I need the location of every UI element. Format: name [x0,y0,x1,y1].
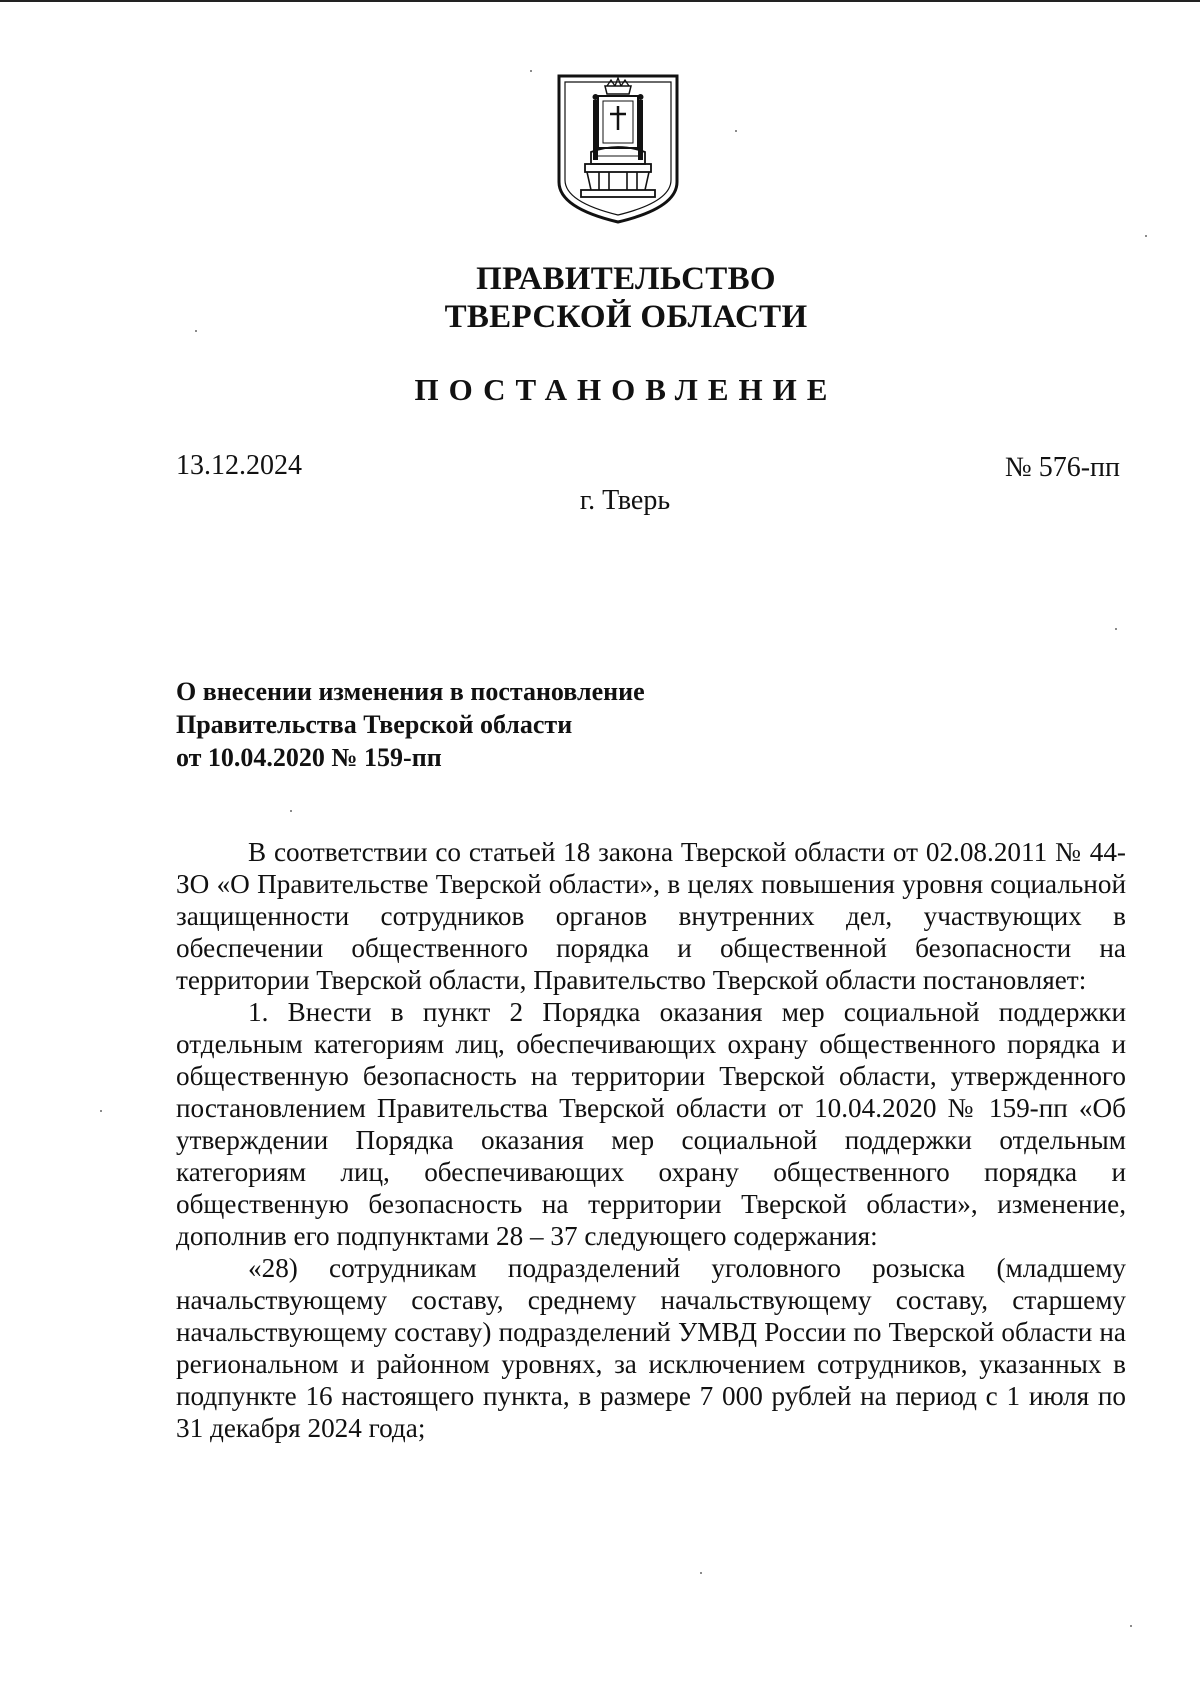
subject-line-3: от 10.04.2020 № 159-пп [176,743,442,772]
scan-speck [195,330,197,332]
document-type: ПОСТАНОВЛЕНИЕ [414,372,838,407]
body-paragraph-preamble: В соответствии со статьей 18 закона Тверской области от 02.08.2011 № 44-ЗО «О Правительстве Тверской области», в целях повышения уровня социальной защищенности сотрудников органов внутренних дел, участвующих в обеспечении общественного порядка и общественной безопасности на территории Тверской области, Правительство Тверской области постановляет: [176,837,1126,995]
scan-edge [0,0,1200,2]
scan-speck [1130,1625,1132,1627]
scan-speck [1145,235,1147,237]
scan-speck [100,1110,102,1112]
scan-speck [530,70,532,72]
scan-speck [1115,628,1117,630]
document-number: № 576-пп [1004,452,1120,483]
organization-name-line1: ПРАВИТЕЛЬСТВО [476,261,776,297]
scan-speck [700,1572,702,1574]
document-city: г. Тверь [579,485,671,516]
body-paragraph-subitem-28: «28) сотрудникам подразделений уголовного розыска (младшему начальствующему составу, среднему начальствующему составу, старшему начальствующему составу) подразделений УМВД России по Тверской области на региональном и районном уровнях, за исключением сотрудников, указанных в подпункте 16 настоящего пункта, в размере 7 000 рублей на период с 1 июля по 31 декабря 2024 года; [176,1253,1126,1443]
scan-speck [735,130,737,132]
document-subject [176,675,645,774]
body-paragraph-item-1: 1. Внести в пункт 2 Порядка оказания мер социальной поддержки отдельным категориям лиц, обеспечивающих охрану общественного порядка и общественную безопасность на территории Тверской области, утвержденного постановлением Правительства Тверской области от 10.04.2020 № 159-пп «Об утверждении Порядка оказания мер социальной поддержки отдельным категориям лиц, обеспечивающих охрану общественного порядка и общественную безопасность на территории Тверской области», изменение, дополнив его подпунктами 28 – 37 следующего содержания: [176,997,1126,1251]
subject-line-1: О внесении изменения в постановление [176,677,645,706]
document-date: 13.12.2024 [176,450,302,481]
organization-name-line2: ТВЕРСКОЙ ОБЛАСТИ [444,299,808,335]
document-body [176,836,1126,1444]
scan-speck [290,810,292,812]
subject-line-2: Правительства Тверской области [176,710,573,739]
coat-of-arms-emblem [555,72,681,224]
